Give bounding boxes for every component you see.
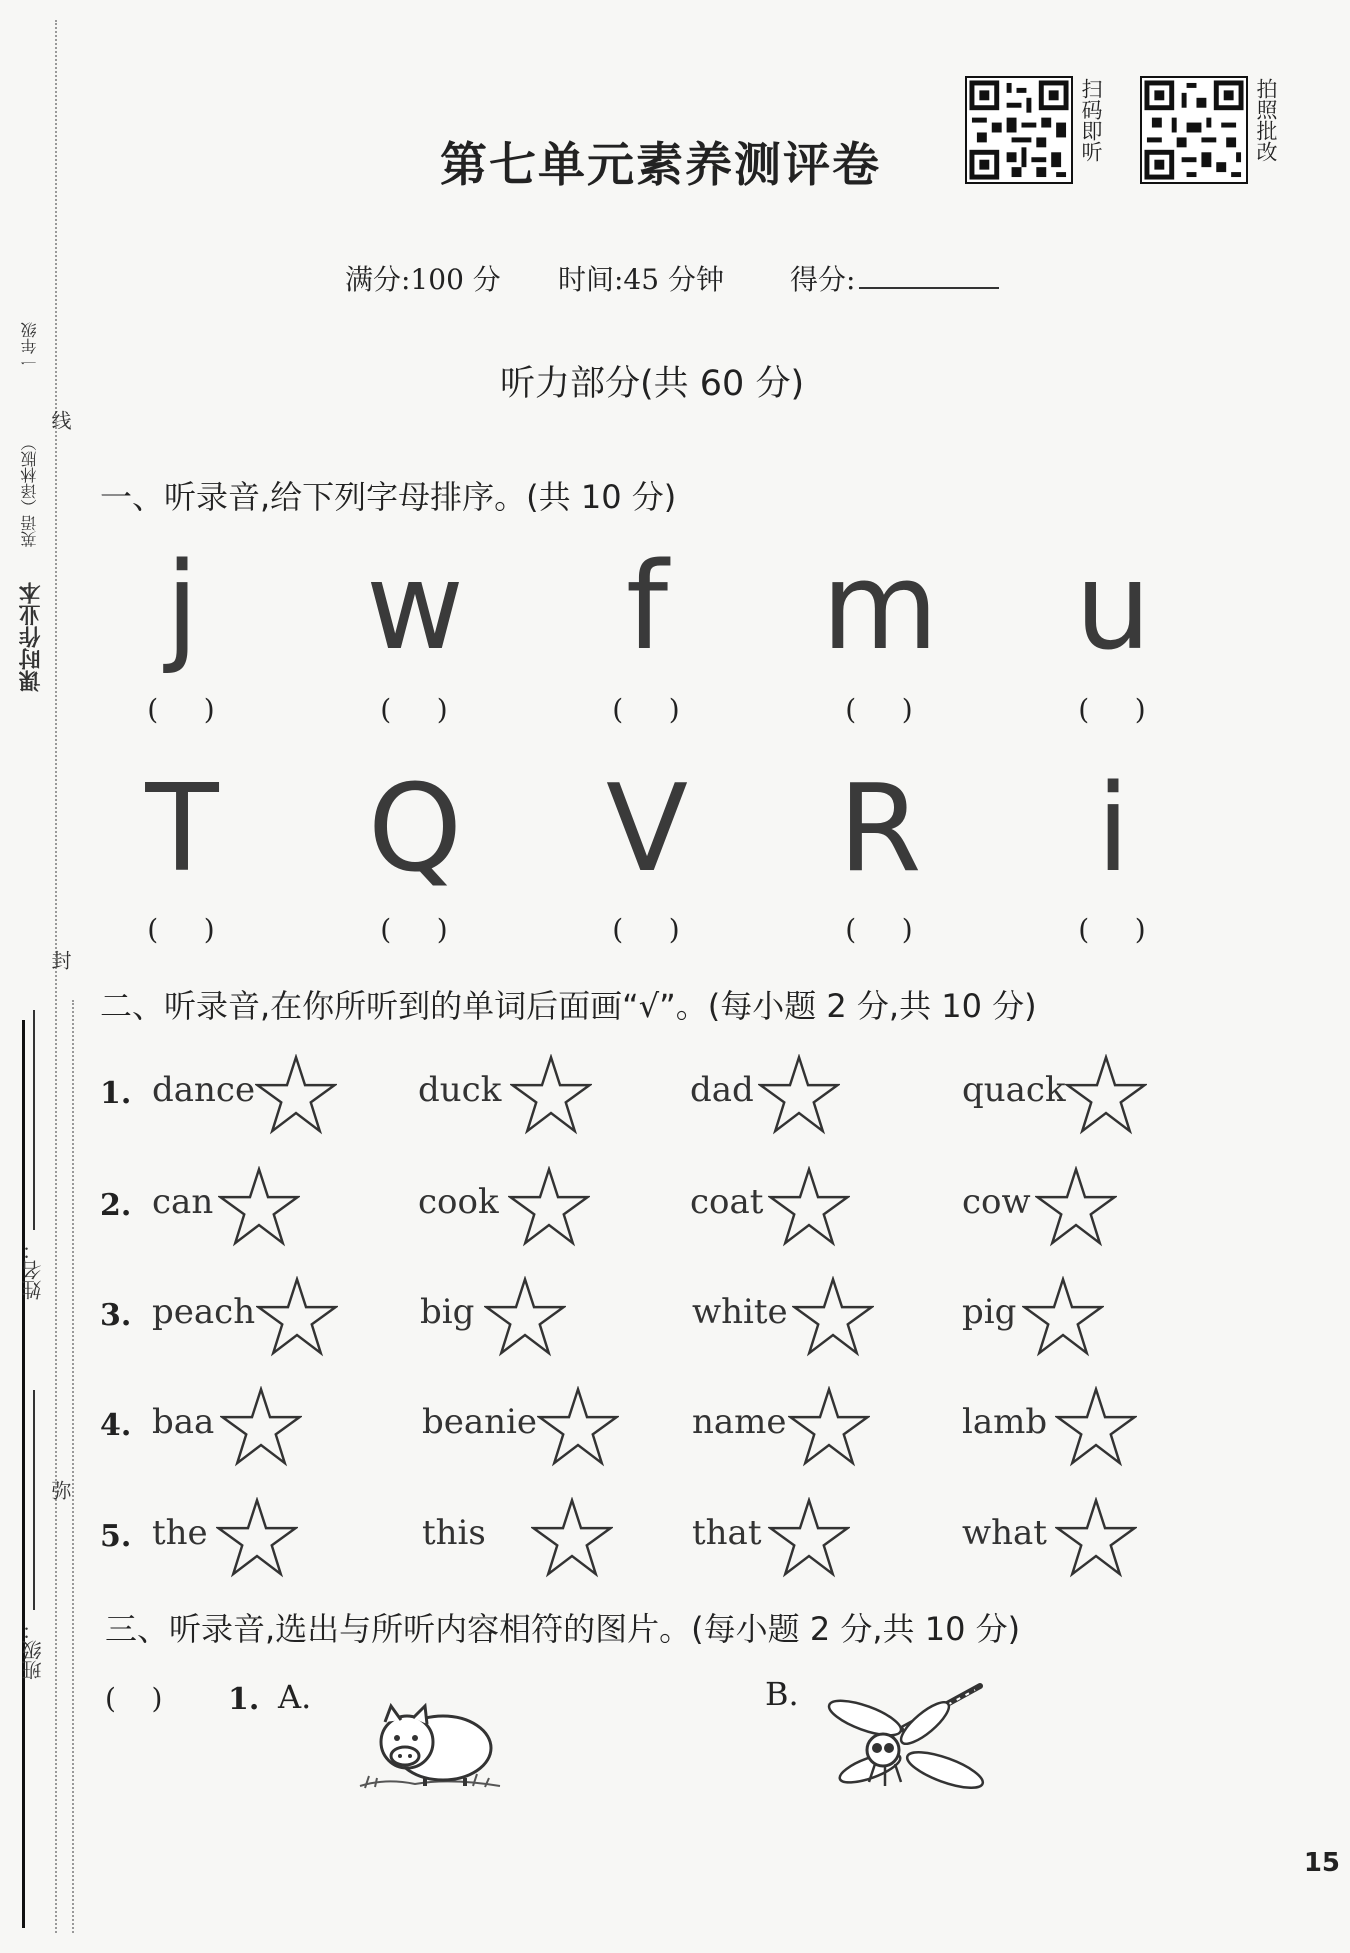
order-blank[interactable]: ( )	[612, 913, 682, 946]
check-star-icon[interactable]	[256, 1276, 338, 1358]
option-word: baa	[152, 1402, 215, 1442]
check-star-icon[interactable]	[484, 1276, 566, 1358]
check-star-icon[interactable]	[1055, 1497, 1137, 1579]
check-star-icon[interactable]	[220, 1386, 302, 1468]
check-star-icon[interactable]	[768, 1166, 850, 1248]
check-star-icon[interactable]	[1035, 1166, 1117, 1248]
qr-listen-caption: 扫码即听	[1079, 78, 1103, 162]
section3-heading: 三、听录音,选出与所听内容相符的图片。(每小题 2 分,共 10 分)	[105, 1610, 1021, 1648]
check-star-icon[interactable]	[218, 1166, 300, 1248]
option-word: lamb	[962, 1402, 1048, 1442]
check-star-icon[interactable]	[768, 1497, 850, 1579]
binding-line-label: 线	[48, 410, 72, 430]
item-number: 5.	[100, 1519, 132, 1554]
option-word: what	[962, 1513, 1047, 1553]
page-number: 15	[1303, 1848, 1340, 1878]
binding-line	[22, 1020, 25, 1928]
cut-line-lower	[72, 1000, 74, 1933]
name-label: 姓名：	[21, 1240, 45, 1300]
option-b-label: B.	[765, 1675, 799, 1713]
page-title: 第七单元素养测评卷	[440, 138, 881, 193]
qr-listen[interactable]	[965, 76, 1073, 188]
option-word: duck	[418, 1070, 502, 1110]
cut-line	[55, 20, 57, 1933]
option-word: coat	[690, 1182, 764, 1222]
q1-blank[interactable]: ( )	[105, 1682, 163, 1715]
qr-code-icon	[965, 76, 1073, 184]
letter-card: V	[605, 760, 689, 899]
option-word: can	[152, 1182, 214, 1222]
check-star-icon[interactable]	[1065, 1054, 1147, 1136]
binding-seal-label: 封	[48, 950, 72, 970]
order-blank[interactable]: ( )	[1078, 913, 1148, 946]
dragonfly-image[interactable]	[825, 1678, 995, 1803]
section1-heading: 一、听录音,给下列字母排序。(共 10 分)	[100, 478, 677, 516]
name-blank[interactable]	[33, 1010, 35, 1230]
pig-image[interactable]	[355, 1698, 505, 1798]
score-label: 得分:	[790, 263, 856, 296]
letter-card: T	[145, 760, 219, 899]
binding-secret-label: 弥	[48, 1480, 72, 1500]
exam-time: 时间:45 分钟	[558, 263, 724, 296]
letter-card: m	[821, 538, 939, 677]
order-blank[interactable]: ( )	[612, 693, 682, 726]
qr-grade[interactable]	[1140, 76, 1248, 188]
check-star-icon[interactable]	[537, 1386, 619, 1468]
item-number: 1.	[100, 1076, 132, 1111]
option-word: peach	[152, 1292, 256, 1332]
q1-number: 1.	[228, 1682, 260, 1717]
score-field	[790, 258, 999, 298]
option-word: this	[422, 1513, 486, 1553]
option-word: big	[420, 1292, 475, 1332]
option-a-label: A.	[278, 1678, 312, 1716]
item-number: 3.	[100, 1298, 132, 1333]
option-word: quack	[962, 1070, 1066, 1110]
item-number: 4.	[100, 1408, 132, 1443]
listening-title: 听力部分(共 60 分)	[500, 364, 805, 404]
option-word: the	[152, 1513, 208, 1553]
option-word: dad	[690, 1070, 754, 1110]
option-word: that	[692, 1513, 762, 1553]
letter-card: w	[365, 538, 465, 677]
option-word: pig	[962, 1292, 1017, 1332]
book-title: 课时作业本	[19, 582, 44, 692]
check-star-icon[interactable]	[1022, 1276, 1104, 1358]
order-blank[interactable]: ( )	[380, 693, 450, 726]
option-word: cow	[962, 1182, 1031, 1222]
letter-card: i	[1096, 760, 1130, 899]
order-blank[interactable]: ( )	[845, 693, 915, 726]
check-star-icon[interactable]	[531, 1497, 613, 1579]
letter-card: R	[838, 760, 922, 899]
check-star-icon[interactable]	[788, 1386, 870, 1468]
option-word: beanie	[422, 1402, 538, 1442]
letter-card: f	[625, 538, 669, 677]
check-star-icon[interactable]	[758, 1054, 840, 1136]
option-word: name	[692, 1402, 787, 1442]
order-blank[interactable]: ( )	[845, 913, 915, 946]
order-blank[interactable]: ( )	[147, 913, 217, 946]
book-edition: 英语（译林版）	[20, 435, 39, 547]
qr-grade-caption: 拍照批改	[1254, 78, 1278, 162]
order-blank[interactable]: ( )	[147, 693, 217, 726]
order-blank[interactable]: ( )	[380, 913, 450, 946]
check-star-icon[interactable]	[1055, 1386, 1137, 1468]
option-word: dance	[152, 1070, 256, 1110]
book-grade: 一年级	[20, 322, 39, 370]
check-star-icon[interactable]	[792, 1276, 874, 1358]
section2-heading: 二、听录音,在你所听到的单词后面画“√”。(每小题 2 分,共 10 分)	[100, 987, 1037, 1025]
letter-card: Q	[367, 760, 463, 899]
check-star-icon[interactable]	[216, 1497, 298, 1579]
option-word: white	[692, 1292, 788, 1332]
letter-card: u	[1074, 538, 1152, 677]
check-star-icon[interactable]	[255, 1054, 337, 1136]
qr-code-icon	[1140, 76, 1248, 184]
order-blank[interactable]: ( )	[1078, 693, 1148, 726]
option-word: cook	[418, 1182, 499, 1222]
item-number: 2.	[100, 1188, 132, 1223]
class-label: 班级：	[21, 1620, 45, 1680]
check-star-icon[interactable]	[508, 1166, 590, 1248]
class-blank[interactable]	[33, 1390, 35, 1610]
check-star-icon[interactable]	[510, 1054, 592, 1136]
letter-card: j	[165, 538, 199, 677]
score-blank[interactable]	[859, 265, 999, 289]
full-score: 满分:100 分	[345, 263, 501, 296]
